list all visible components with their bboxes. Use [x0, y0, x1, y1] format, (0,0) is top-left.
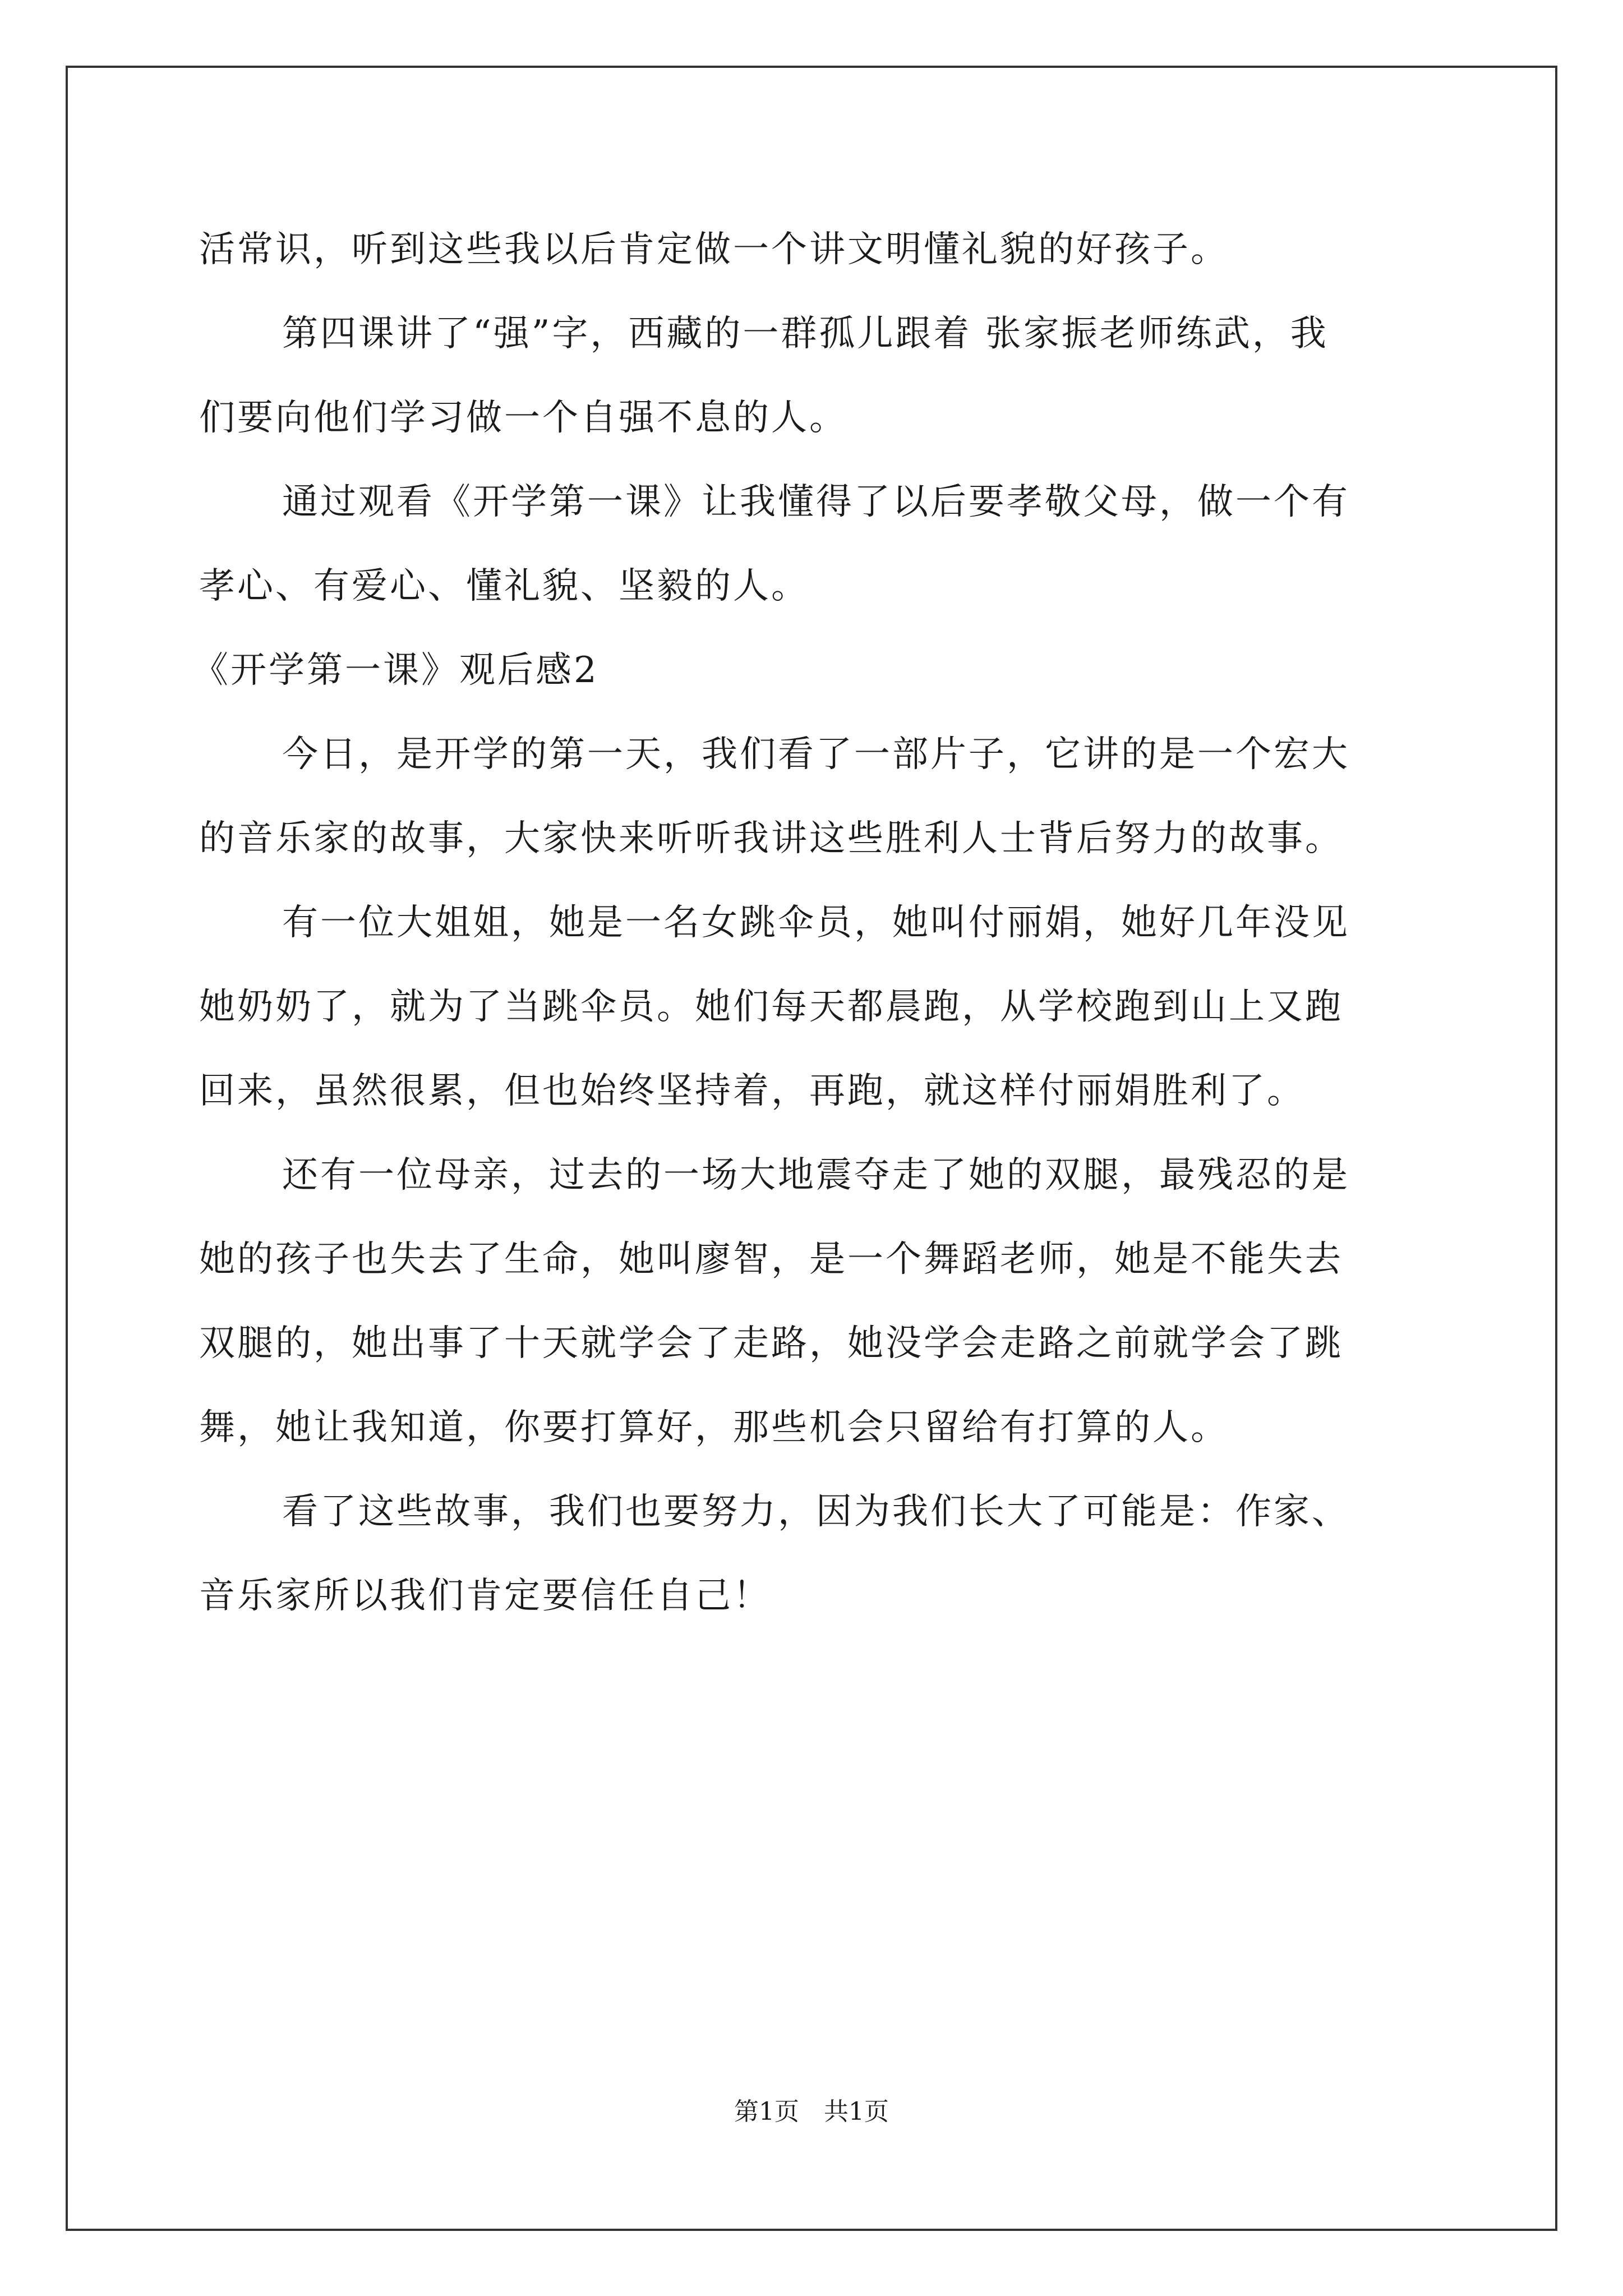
paragraph-line: 还有一位母亲，过去的一场大地震夺走了她的双腿，最残忍的是 — [282, 1154, 1350, 1196]
paragraph-line: 回来，虽然很累，但也始终坚持着，再跑，就这样付丽娟胜利了。 — [199, 1070, 1305, 1112]
paragraph-line: 音乐家所以我们肯定要信任自己！ — [199, 1575, 771, 1617]
paragraph-line: 她的孩子也失去了生命，她叫廖智，是一个舞蹈老师，她是不能失去 — [199, 1239, 1343, 1280]
section-heading: 《开学第一课》观后感2 — [192, 650, 599, 691]
document-body — [192, 208, 1433, 1638]
paragraph-line: 她奶奶了，就为了当跳伞员。她们每天都晨跑，从学校跑到山上又跑 — [199, 986, 1343, 1028]
paragraph-line: 活常识，听到这些我以后肯定做一个讲文明懂礼貌的好孩子。 — [199, 229, 1229, 270]
paragraph-line: 舞，她让我知道，你要打算好，那些机会只留给有打算的人。 — [199, 1407, 1229, 1448]
paragraph-line: 的音乐家的故事，大家快来听听我讲这些胜利人士背后努力的故事。 — [199, 818, 1343, 859]
paragraph-line: 们要向他们学习做一个自强不息的人。 — [199, 397, 847, 439]
paragraph-line: 第四课讲了“强”字，西藏的一群孤儿跟着 张家振老师练武，我 — [282, 313, 1329, 355]
paragraph-line: 看了这些故事，我们也要努力，因为我们长大了可能是：作家、 — [282, 1491, 1350, 1533]
paragraph-line: 通过观看《开学第一课》让我懂得了以后要孝敬父母，做一个有 — [282, 481, 1350, 523]
paragraph-line: 双腿的，她出事了十天就学会了走路，她没学会走路之前就学会了跳 — [199, 1323, 1343, 1364]
paragraph-line: 今日，是开学的第一天，我们看了一部片子，它讲的是一个宏大 — [282, 734, 1350, 775]
paragraph-line: 有一位大姐姐，她是一名女跳伞员，她叫付丽娟，她好几年没见 — [282, 902, 1350, 944]
page-footer: 第1页 共1页 — [734, 2097, 889, 2126]
paragraph-line: 孝心、有爱心、懂礼貌、坚毅的人。 — [199, 565, 809, 607]
